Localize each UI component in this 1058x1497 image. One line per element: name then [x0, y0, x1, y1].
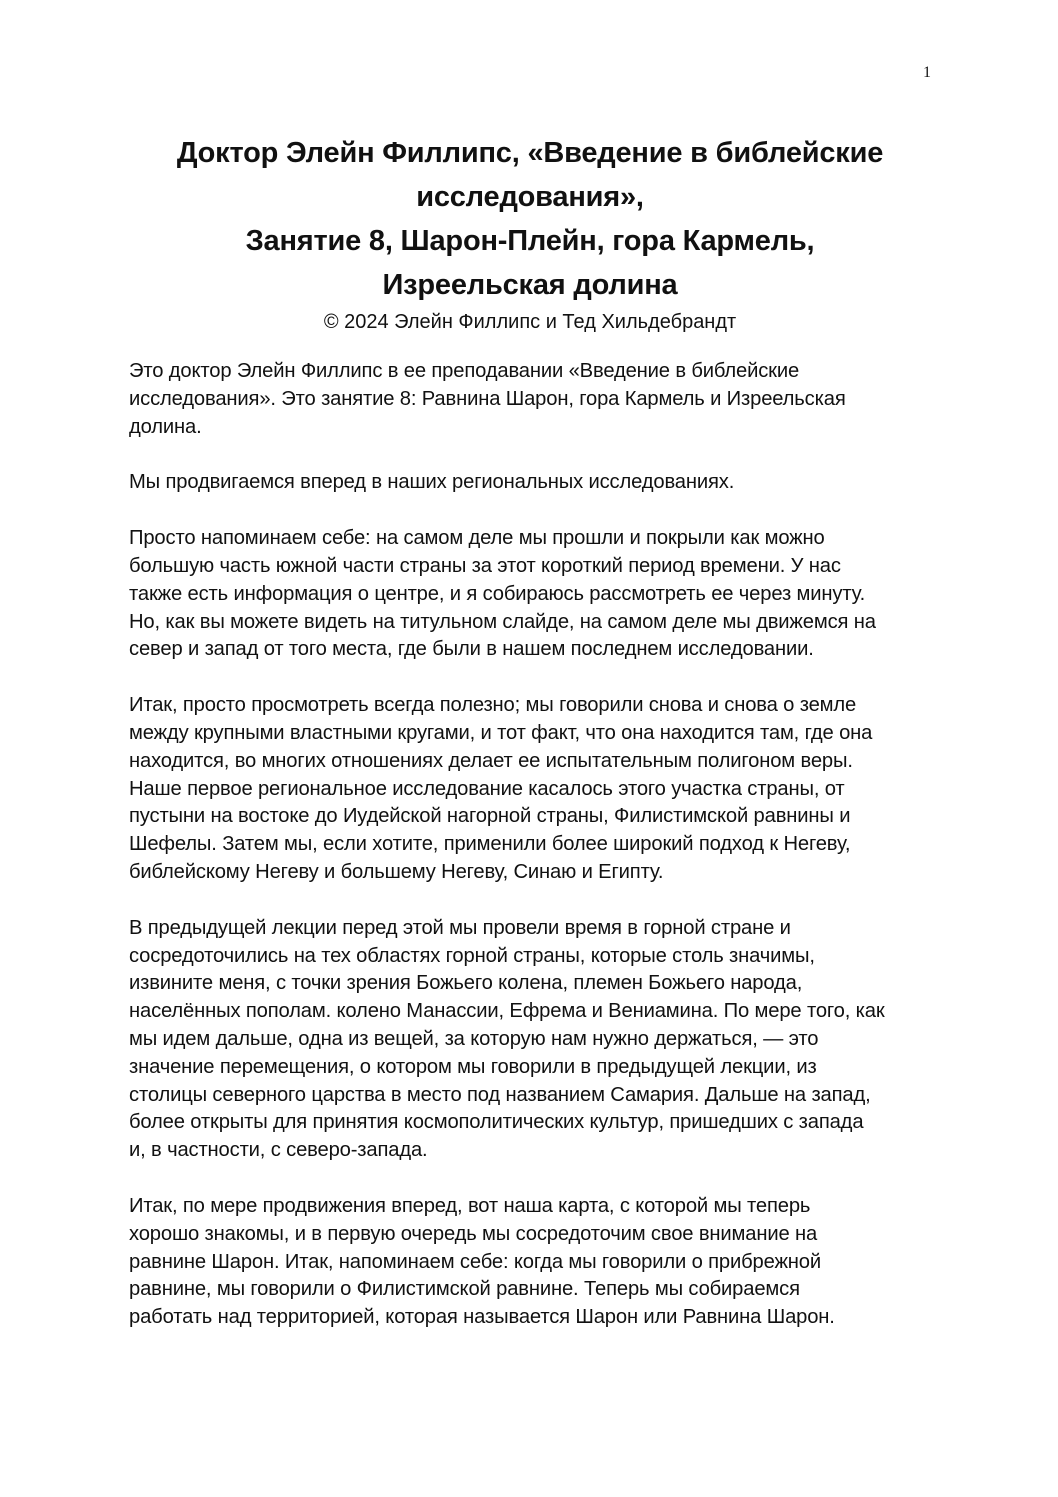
- paragraph-2: [129, 469, 939, 497]
- text-line: равнине Шарон. Итак, напоминаем себе: когда мы говорили о прибрежной: [129, 1250, 822, 1273]
- text-line: значение перемещения, о котором мы говорили в предыдущей лекции, из: [129, 1055, 817, 1078]
- text-line: столицы северного царства в место под названием Самария. Дальше на запад,: [129, 1083, 871, 1106]
- text-line: равнине, мы говорили о Филистимской равнине. Теперь мы собираемся: [129, 1278, 800, 1301]
- text-line: сосредоточились на тех областях горной страны, которые столь значимы,: [129, 944, 815, 967]
- text-line: населённых пополам. колено Манассии, Ефрема и Вениамина. По мере того, как: [129, 1000, 885, 1023]
- text-line: Просто напоминаем себе: на самом деле мы прошли и покрыли как можно: [129, 527, 825, 550]
- text-line: Итак, по мере продвижения вперед, вот наша карта, с которой мы теперь: [129, 1194, 811, 1217]
- text-line: хорошо знакомы, и в первую очередь мы сосредоточим свое внимание на: [129, 1222, 818, 1245]
- text-line: Мы продвигаемся вперед в наших региональных исследованиях.: [129, 471, 735, 494]
- paragraph-6: [129, 1193, 939, 1332]
- paragraph-5: [129, 915, 939, 1165]
- text-line: между крупными властными кругами, и тот факт, что она находится там, где она: [129, 721, 873, 744]
- copyright-line: © 2024 Элейн Филлипс и Тед Хильдебрандт: [323, 311, 737, 333]
- text-line: работать над территорией, которая называется Шарон или Равнина Шарон.: [129, 1306, 835, 1329]
- body-text: [129, 358, 939, 1360]
- text-line: также есть информация о центре, и я собираюсь рассмотреть ее через минуту.: [129, 582, 866, 605]
- text-line: север и запад от того места, где были в нашем последнем исследовании.: [129, 638, 814, 661]
- text-line: Это доктор Элейн Филлипс в ее преподавании «Введение в библейские: [129, 360, 800, 382]
- title-line: исследования»,: [416, 181, 644, 213]
- text-line: и, в частности, с северо-запада.: [129, 1139, 428, 1162]
- text-line: Но, как вы можете видеть на титульном слайде, на самом деле мы движемся на: [129, 610, 876, 633]
- text-line: Наше первое региональное исследование касалось этого участка страны, от: [129, 777, 845, 800]
- text-line: долина.: [129, 415, 202, 438]
- text-line: библейскому Негеву и большему Негеву, Синаю и Египту.: [129, 860, 664, 883]
- text-line: Итак, просто просмотреть всегда полезно; мы говорили снова и снова о земле: [129, 694, 857, 717]
- text-line: извините меня, с точки зрения Божьего колена, племен Божьего народа,: [129, 972, 803, 995]
- paragraph-1: [129, 358, 939, 441]
- text-line: находится, во многих отношениях делает ее испытательным полигоном веры.: [129, 749, 853, 772]
- text-line: более открыты для принятия космополитических культур, пришедших с запада: [129, 1111, 864, 1134]
- paragraph-4: [129, 692, 939, 887]
- page-number: 1: [923, 64, 931, 81]
- text-line: В предыдущей лекции перед этой мы провели время в горной стране и: [129, 916, 791, 939]
- paragraph-3: [129, 525, 939, 664]
- text-line: большую часть южной части страны за этот короткий период времени. У нас: [129, 554, 841, 577]
- text-line: исследования». Это занятие 8: Равнина Шарон, гора Кармель и Изреельская: [129, 387, 846, 410]
- title-line: Занятие 8, Шарон-Плейн, гора Кармель,: [245, 225, 815, 257]
- title-line: Изреельская долина: [382, 269, 678, 301]
- title-block: [100, 131, 960, 337]
- text-line: мы идем дальше, одна из вещей, за которую нам нужно держаться, — это: [129, 1027, 819, 1050]
- title-line: Доктор Элейн Филлипс, «Введение в библейские: [176, 137, 884, 169]
- text-line: пустыни на востоке до Иудейской нагорной страны, Филистимской равнины и: [129, 805, 851, 828]
- text-line: Шефелы. Затем мы, если хотите, применили более широкий подход к Негеву,: [129, 833, 851, 856]
